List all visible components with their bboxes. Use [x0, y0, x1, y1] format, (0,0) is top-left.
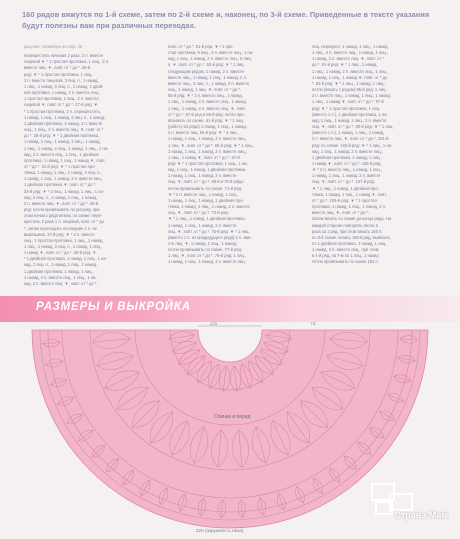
instruction-line: ряд: петли провязывать по рисунку, при: [24, 207, 100, 213]
dim-top-left: 3,5: [210, 322, 217, 327]
instruction-line: 1 накид, 1 лиц., 1 накид, 2 п. вместе лиц.,: [168, 136, 247, 142]
instruction-line: 2 п. вместе лиц. ▼, повт. от * до *. 35-й: [24, 200, 99, 206]
instruction-line: 1 накид, 2 п. вместе лиц., при этом: [312, 247, 379, 253]
instruction-line: от * до *. 57-й ряд и 59-й ряд: петли про-: [168, 111, 245, 117]
instruction-line: вместе лиц., 3 лиц. п., 1 накид, 2 п. вместе: [168, 80, 250, 86]
instruction-line: 1 накид, 2 п. вместе лиц., 1 лиц., 1 на-: [24, 274, 97, 280]
instruction-line: 1 лиц., 1 накид ▼, повт. от * до *. 97-й: [312, 99, 384, 105]
instruction-line: вместе лиц. ▼, повт. от * до *.: [312, 210, 369, 216]
instruction-columns: [24, 44, 444, 289]
instruction-line: ряд: по схеме. 103-й ряд: ▼ * 1 лиц., 1 на-: [312, 142, 393, 148]
instruction-line: 1 накид, 2 п. вместе лиц. ▼, повт. от *: [312, 56, 384, 62]
instruction-line: этом начало ряда вязать по схеме: пере-: [24, 213, 103, 219]
instruction-line: вязывать по схеме. 61-й ряд: ▼ * 1 лиц.: [168, 117, 244, 123]
instruction-column-1: [24, 44, 156, 289]
instruction-line: *. 93-й ряд: ▼ * 1 лиц., 1 накид, 1 лиц.,: [312, 80, 386, 86]
instruction-line: 1 накид, 1 лиц., 1 накид, 2 п. вместе лиц.,: [168, 148, 247, 154]
instruction-column-3: [312, 44, 444, 289]
instruction-line: ряд: ▼ * 1 простая протяжка, 1 лиц.: [312, 105, 381, 111]
instruction-line: 1 лиц., 1 накид ▼, повт. от * до *. 67-й: [168, 154, 240, 160]
instruction-line: (вместо 1 п.), 1 двойная протяжка, 1 на-: [312, 111, 388, 117]
instruction-line: 1 накид, 1 лиц., 1 накид, 2 лиц. п., 1 накид,: [24, 114, 106, 120]
instruction-line: раза за 1 ряд, при этом вязать 160 п.: [312, 228, 383, 234]
watermark-text: Страна Мам: [394, 510, 448, 520]
instruction-line: до *. 91-й ряд: ▼ * 1 лиц., 1 накид,: [312, 62, 378, 68]
instruction-line: по 3-й схеме: вязать 160-й ряд, вывязать: [312, 234, 391, 240]
instruction-line: тяжка, 1 накид, 1 лиц., 1 накид ▼, повт.: [312, 191, 387, 197]
instruction-line: * 1 простая протяжка, 2 п. перекрестить,: [24, 108, 102, 114]
instruction-line: 55-й ряд: ▼ * 2 п. вместе лиц., 1 накид,: [168, 93, 243, 99]
instruction-line: 33-й ряд: ▼ * 2 лиц., 1 накид, 1 лиц., 1 на-: [24, 188, 105, 194]
instruction-line: 1 накид, 1 лиц., 1 накид ▼, повт. от * до: [312, 74, 388, 80]
instruction-line: 1 двойная протяжка ▼, повт. от * до *.: [24, 182, 97, 188]
instruction-line: лицевой ▼ * 1 простая протяжка, 1 лиц., 2 п.: [24, 59, 110, 65]
dim-bottom: 220 (окружность низа): [196, 528, 244, 533]
column-2-lines: [168, 44, 300, 266]
instruction-line: 1 накид, 1 лиц., 1 накид, 1 двойная про-: [168, 197, 244, 203]
instruction-line: ная протяжка, 1 накид, 2 п. вместе лиц.,: [24, 90, 101, 96]
instruction-line: 1 лиц. ▼, повт. от * до *. 79-й ряд: 1 лиц.,: [168, 253, 247, 259]
instruction-line: (вместо 1 п. из предыдущего ряда) 2 п. вме-: [168, 234, 253, 240]
instruction-line: 1 накид ▼, повт. от * до *. 39-й ряд: ▼: [24, 250, 97, 256]
instruction-line: 1 накид, 1 лиц., 1 накид, 2 п. вместе: [168, 222, 237, 228]
instruction-line: 2 п. вместе лиц., 1 накид, 1 лиц., 1 накид,: [312, 93, 391, 99]
instruction-line: кид, 2 лиц. п., 1 накид, 1 лиц., 1 накид,: [24, 194, 98, 200]
instruction-line: 1 двойная протяжка, 1 накид, 1 лиц.,: [24, 268, 94, 274]
instruction-line: 1 двойная протяжка, 1 накид, 1 лиц.,: [312, 154, 382, 160]
instruction-line: 1 двойная протяжка, 1 накид, 2 п. вместе: [24, 120, 103, 126]
instruction-line: 1 лиц., 1 накид, 2 лиц., 1 накид, 1 лиц., 1 на-: [24, 145, 109, 151]
figure-caption: рисунок: посмотри на стр. 28: [24, 44, 83, 49]
instruction-line: лиц. перекрест, 1 накид, 1 лиц., 1 накид,: [312, 44, 389, 49]
instruction-line: повт. от * до *. 51-й ряд: ▼ * 1 про-: [168, 44, 234, 49]
instruction-line: кид, 1 лиц., 1 накид, 2 п. вместе лиц.,: [312, 148, 383, 154]
instruction-line: протяжка, 1 накид, 1 лиц., 1 накид, 2 п.: [312, 204, 386, 210]
instruction-line: перекрестить начиная 2 раза, 2 п. вместе: [24, 53, 104, 59]
instruction-line: следующим рядом, 1 накид, 2 п. вместе: [168, 68, 244, 74]
instruction-line: лиц. ▼, повт. от * до *. 69-й и 70-й ряды:: [168, 179, 245, 185]
instruction-line: (вместо 1 п.), 1 накид, 1 лиц., 1 накид,: [312, 130, 385, 136]
instruction-line: крестить 2 раза 1 п. лицевой, повт. от * до: [24, 219, 104, 225]
instruction-line: 2 п. вместе лиц. 63-й ряд: ▼ * 2 лиц.,: [168, 130, 239, 136]
instruction-line: вместе лиц., 1 накид, 1 лиц., 1 накид, 2 п.: [168, 74, 247, 80]
instruction-line: ▼ * 1 лиц., 1 накид, 1 двойная про-: [312, 185, 379, 191]
instruction-line: лицевой ▼, повт. от * до *. 27-й ряд: ▼: [24, 102, 98, 108]
column-3-lines: [312, 44, 444, 266]
instruction-line: 1 лиц., 1 накид, 3 лиц. п., 1 накид, 1 двой-: [24, 83, 104, 89]
dim-top-right: 75: [310, 322, 316, 327]
instruction-line: *, затем переходить последние 2 п. не: [24, 225, 97, 231]
instruction-line: кид, 1 лиц., 1 накид, 1 лиц., 2 п. вместе: [312, 117, 387, 123]
instruction-line: ▼ * 1 лиц., 1 накид, 1 двойная протяжка,: [168, 216, 246, 222]
instruction-line: Затем вязать по схеме до конца ряда. На: [312, 216, 392, 222]
instruction-line: 1 лиц., 2 п. вместе лиц., 1 накид, 1 лиц.,: [312, 50, 389, 56]
instruction-line: кид, 1 лиц., 1 накид, 1 двойная протяжка,: [168, 167, 247, 173]
instruction-line: 1 лиц., 1 накид, 3 лиц. п., 1 накид, 1 лиц.,: [24, 244, 103, 249]
instruction-line: лиц., 1 лиц., 2 п. вместе лиц. ▼, повт. от *: [24, 127, 104, 133]
instruction-line: стая протяжка, 9 лиц., 2 п. вместе лиц., 1 на-: [168, 50, 254, 56]
instruction-line: п. ▼, повт. от * до *. 53-й ряд: ▼ * 1 лиц.: [168, 62, 245, 68]
instruction-line: лиц. ▼, повт. от * до *. 99-й ряд: ▼ * 1 лиц.: [312, 124, 394, 130]
instruction-line: лиц. ▼, повт. от * до *. 107-й ряд:: [312, 179, 376, 185]
instruction-line: вместе лиц. ▼, повт. от * до *. 25-й: [24, 65, 91, 71]
instruction-line: протяжка, 1 накид, 1 лиц., 1 накид ▼, повт.: [24, 157, 106, 163]
instruction-line: 1 лиц. ▼, повт. от * до *. 65-й ряд: ▼ * 1 лиц.,: [168, 142, 254, 148]
instruction-line: от * до *. 109-й ряд: ▼ * 1 простая: [312, 197, 377, 203]
instruction-line: каждой стороне повторять петли 3: [312, 222, 378, 228]
instruction-line: ▼ * 2 п. вместе лиц., 1 накид, 1 лиц.,: [168, 191, 239, 197]
instruction-line: 2 п. вместе лиц. ▼, повт. от * до *. 101-й: [312, 136, 389, 142]
instruction-line: 1 накид, 1 лиц., 1 накид, 2 лиц., 1 накид,: [24, 139, 101, 145]
section-banner: [0, 296, 460, 322]
instruction-line: 1 накид, 1 лиц., 1 накид, 2 п. вместе лиц.,: [24, 176, 103, 182]
column-1-lines: [24, 53, 156, 287]
instruction-line: петли (вязать с рядом) 95-й ряд: 1 лиц.: [312, 87, 387, 93]
instruction-line: ▼ * 2 п. вместе лиц., 1 накид, 1 лиц.,: [312, 167, 383, 173]
instruction-line: лиц., 1 простая протяжка, 1 лиц., 1 накид,: [24, 237, 104, 243]
instruction-column-2: [168, 44, 300, 289]
section-title: РАЗМЕРЫ И ВЫКРОЙКА: [36, 301, 191, 313]
instruction-line: сте лиц. ▼, 1 накид, 1 лиц., 1 накид,: [168, 241, 238, 246]
instruction-line: петли провязывать по схеме. 77-й ряд:: [168, 247, 242, 253]
instruction-line: * 1 двойная протяжка, 1 накид, 1 лиц., 1 на-: [24, 256, 107, 262]
watermark-logo-icon: [362, 480, 456, 528]
instruction-line: 1 лиц., 1 накид, 2 п. вместе лиц., 1 лиц.,: [312, 68, 389, 74]
instruction-line: лиц., 1 накид, 1 лиц. ▼, повт. от * до *.: [168, 87, 241, 93]
intro-paragraph: 160 рядов вяжутся по 1-й схеме, затем по 2-й схеме и, наконец, по 3-й схеме. Приведенные в тексте указания будут полезны вам при различных переходах.: [22, 10, 430, 30]
instruction-line: 1 накид, 1 лиц., 1 накид, 2 п. вместе лиц.: [168, 259, 246, 265]
instruction-line: 1 накид ▼, повт. от * до *. 105-й ряд:: [312, 160, 382, 166]
piece-label: Спинка и перед: [214, 414, 251, 420]
instruction-line: петли провязывать по схеме 182 п.: [312, 259, 379, 265]
instruction-line: 1 накид, 1 лиц., 1 накид, 2 п. вместе: [168, 173, 237, 179]
instruction-line: кид, 2 п. вместе лиц. ▼, повт. от * до *.: [24, 280, 98, 286]
instruction-line: ряд: ▼ * 1 простая протяжка, 1 лиц.,: [24, 71, 94, 77]
instruction-line: от * до *. 31-й ряд: ▼ * 1 простая про-: [24, 163, 96, 169]
instruction-line: кид, 2 п. вместе лиц., 1 лиц., 1 двойная: [24, 151, 99, 157]
instruction-line: петли провязывать по схеме. 71-й ряд:: [168, 185, 242, 191]
instruction-line: по 1 двойная протяжка, 1 накид, 1 лиц.,: [312, 241, 388, 246]
instruction-line: кид, 1 лиц., 1 накид, 2 п. вместе лиц., 5 лиц.: [168, 56, 252, 62]
instruction-line: (работу 54 ряда) 1 накид, 1 лиц., 1 накид,: [168, 124, 247, 130]
instruction-line: тяжка, 1 накид, 1 лиц., 1 накид, 4 лиц. п.,: [24, 170, 102, 176]
instruction-line: 1 накид, 1 лиц., 1 накид, 2 п. вместе: [312, 173, 381, 179]
instruction-line: кид, 2 лиц. п., 1 накид, 1 лиц., 1 накид,: [24, 262, 98, 268]
instruction-line: 1 простая протяжка, 1 лиц., 2 п. вместе: [24, 96, 99, 102]
instruction-line: лиц. ▼, повт. от * до *. 73-й ряд:: [168, 210, 229, 216]
instruction-line: ряд: ▼ * 1 простая протяжка, 1 лиц., 1 на-: [168, 160, 248, 166]
instruction-line: 1 лиц., 1 накид, 2 п. вместе лиц., 1 накид,: [168, 99, 247, 105]
instruction-line: лиц. ▼, повт. от * до *. 75-й ряд: ▼ * 1 лиц.: [168, 228, 250, 234]
instruction-line: до *. 29-й ряд: ▼ * 1 двойная протяжка,: [24, 133, 100, 139]
instruction-line: в 4-й ряд, на 7-м по 1 лиц., 1 накид: [312, 253, 379, 259]
instruction-line: 2 п. вместе лицевой, 3 лиц. п., 1 накид,: [24, 77, 99, 83]
instruction-line: 1 лиц., 1 накид, 2 п. вместе лиц. ▼, повт.: [168, 105, 246, 111]
instruction-line: вывязывая, 37-й ряд: ▼ * 2 п. вместе: [24, 231, 95, 237]
site-watermark: [362, 480, 456, 528]
instruction-line: тяжка, 1 накид, 1 лиц., 1 накид, 2 п. вместе: [168, 204, 250, 210]
